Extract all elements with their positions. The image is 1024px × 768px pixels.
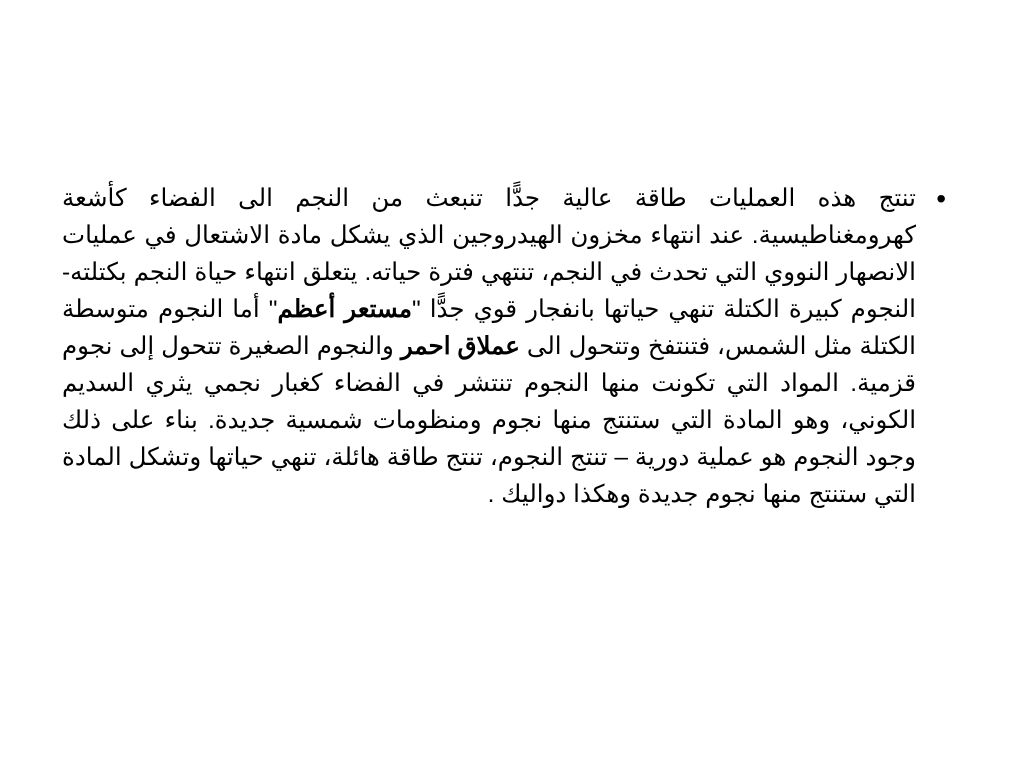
paragraph-text-3: والنجوم الصغيرة تتحول إلى نجوم قزمية. المواد التي تكونت منها النجوم تنتشر في الفضاء كغبار نجمي يثري السديم الكوني، وهو المادة التي ستنتج منها نجوم ومنظومات شمسية جديدة. بناء على ذلك وجود النجوم هو عملية دورية – تنتج النجوم، تنتج طاقة هائلة، تنهي حياتها وتشكل المادة التي ستنتج منها نجوم جديدة وهكذا دواليك .: [62, 333, 916, 508]
paragraph-text-1: تنتج هذه العمليات طاقة عالية جدًّا تنبعث من النجم الى الفضاء كأشعة كهرومغناطيسية. عند انتهاء مخزون الهيدروجين الذي يشكل مادة الاشتعال في عمليات الانصهار النووي التي تحدث في النجم، تنتهي فترة حياته. يتعلق انتهاء حياة النجم بكتلته- النجوم كبيرة الكتلة تنهي حياتها بانفجار قوي جدًّا ": [62, 185, 916, 323]
bullet-item: [62, 180, 946, 513]
bullet-paragraph: [62, 180, 916, 513]
bullet-marker: •: [936, 183, 946, 214]
paragraph-text-2: " أما النجوم متوسطة الكتلة مثل الشمس، فتنتفخ وتتحول الى: [62, 296, 916, 360]
term-supernova: مستعر أعظم: [277, 296, 413, 323]
term-red-giant: عملاق احمر: [400, 333, 520, 360]
